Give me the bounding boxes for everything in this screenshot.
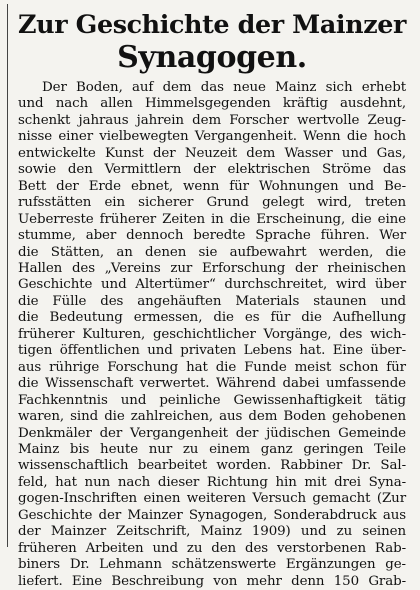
text-line: Bett der Erde ebnet, wenn für Wohnungen und Be- — [18, 178, 406, 194]
text-line: die Wissenschaft verwertet. Während dabei umfassende — [18, 376, 406, 392]
text-line: rufsstätten ein sicherer Grund gelegt wird, treten — [18, 195, 406, 211]
text-line: stumme, aber dennoch beredte Sprache führen. Wer — [18, 228, 406, 244]
text-line: waren, sind die zahlreichen, aus dem Boden gehobenen — [18, 409, 406, 425]
text-line: Hallen des „Vereins zur Erforschung der rheinischen — [18, 260, 406, 276]
text-line: Geschichte der Mainzer Synagogen, Sonderabdruck aus — [18, 507, 406, 523]
text-line: die Stätten, an denen sie aufbewahrt werden, die — [18, 244, 406, 260]
text-line: liefert. Eine Beschreibung von mehr denn 150 Grab- — [18, 573, 406, 589]
text-line: entwickelte Kunst der Neuzeit dem Wasser und Gas, — [18, 145, 406, 161]
text-line: gogen-Inschriften einen weiteren Versuch gemacht (Zur — [18, 491, 406, 507]
text-line: Mainz bis heute nur zu einem ganz geringen Teile — [18, 441, 406, 457]
text-line: der Mainzer Zeitschrift, Mainz 1909) und zu seinen — [18, 524, 406, 540]
article-body — [18, 80, 406, 590]
text-line: und nach allen Himmelsgegenden kräftig ausdehnt, — [18, 96, 406, 112]
text-line: schenkt jahraus jahrein dem Forscher wertvolle Zeug- — [18, 112, 406, 128]
article-title — [18, 8, 406, 74]
text-line: tigen öffentlichen und privaten Lebens hat. Eine über- — [18, 343, 406, 359]
text-line: Ueberreste früherer Zeiten in die Erscheinung, die eine — [18, 211, 406, 227]
title-line-2: Synagogen. — [117, 40, 307, 75]
text-line: Fachkenntnis und peinliche Gewissenhaftigkeit tätig — [18, 392, 406, 408]
title-line-1: Zur Geschichte der Mainzer — [18, 9, 406, 39]
text-line: früherer Kulturen, geschichtlicher Vorgänge, des wich- — [18, 326, 406, 342]
text-line: früheren Arbeiten und zu den des verstorbenen Rab- — [18, 540, 406, 556]
text-line: die Bedeutung ermessen, die es für die Aufhellung — [18, 310, 406, 326]
text-line: Geschichte und Altertümer“ durchschreitet, wird über — [18, 277, 406, 293]
text-line: biners Dr. Lehmann schätzenswerte Ergänzungen ge- — [18, 557, 406, 573]
column-rule — [7, 4, 8, 547]
text-line: aus rührige Forschung hat die Funde meist schon für — [18, 359, 406, 375]
text-line: Der Boden, auf dem das neue Mainz sich erhebt — [42, 80, 406, 95]
text-line: wissenschaftlich bearbeitet worden. Rabbiner Dr. Sal- — [18, 458, 406, 474]
text-line: feld, hat nun nach dieser Richtung hin mit drei Syna- — [18, 474, 406, 490]
text-line: Denkmäler der Vergangenheit der jüdischen Gemeinde — [18, 425, 406, 441]
text-line: die Fülle des angehäuften Materials staunen und — [18, 293, 406, 309]
text-line: nisse einer vielbewegten Vergangenheit. Wenn die hoch — [18, 129, 406, 145]
text-line: sowie den Vermittlern der elektrischen Ströme das — [18, 162, 406, 178]
